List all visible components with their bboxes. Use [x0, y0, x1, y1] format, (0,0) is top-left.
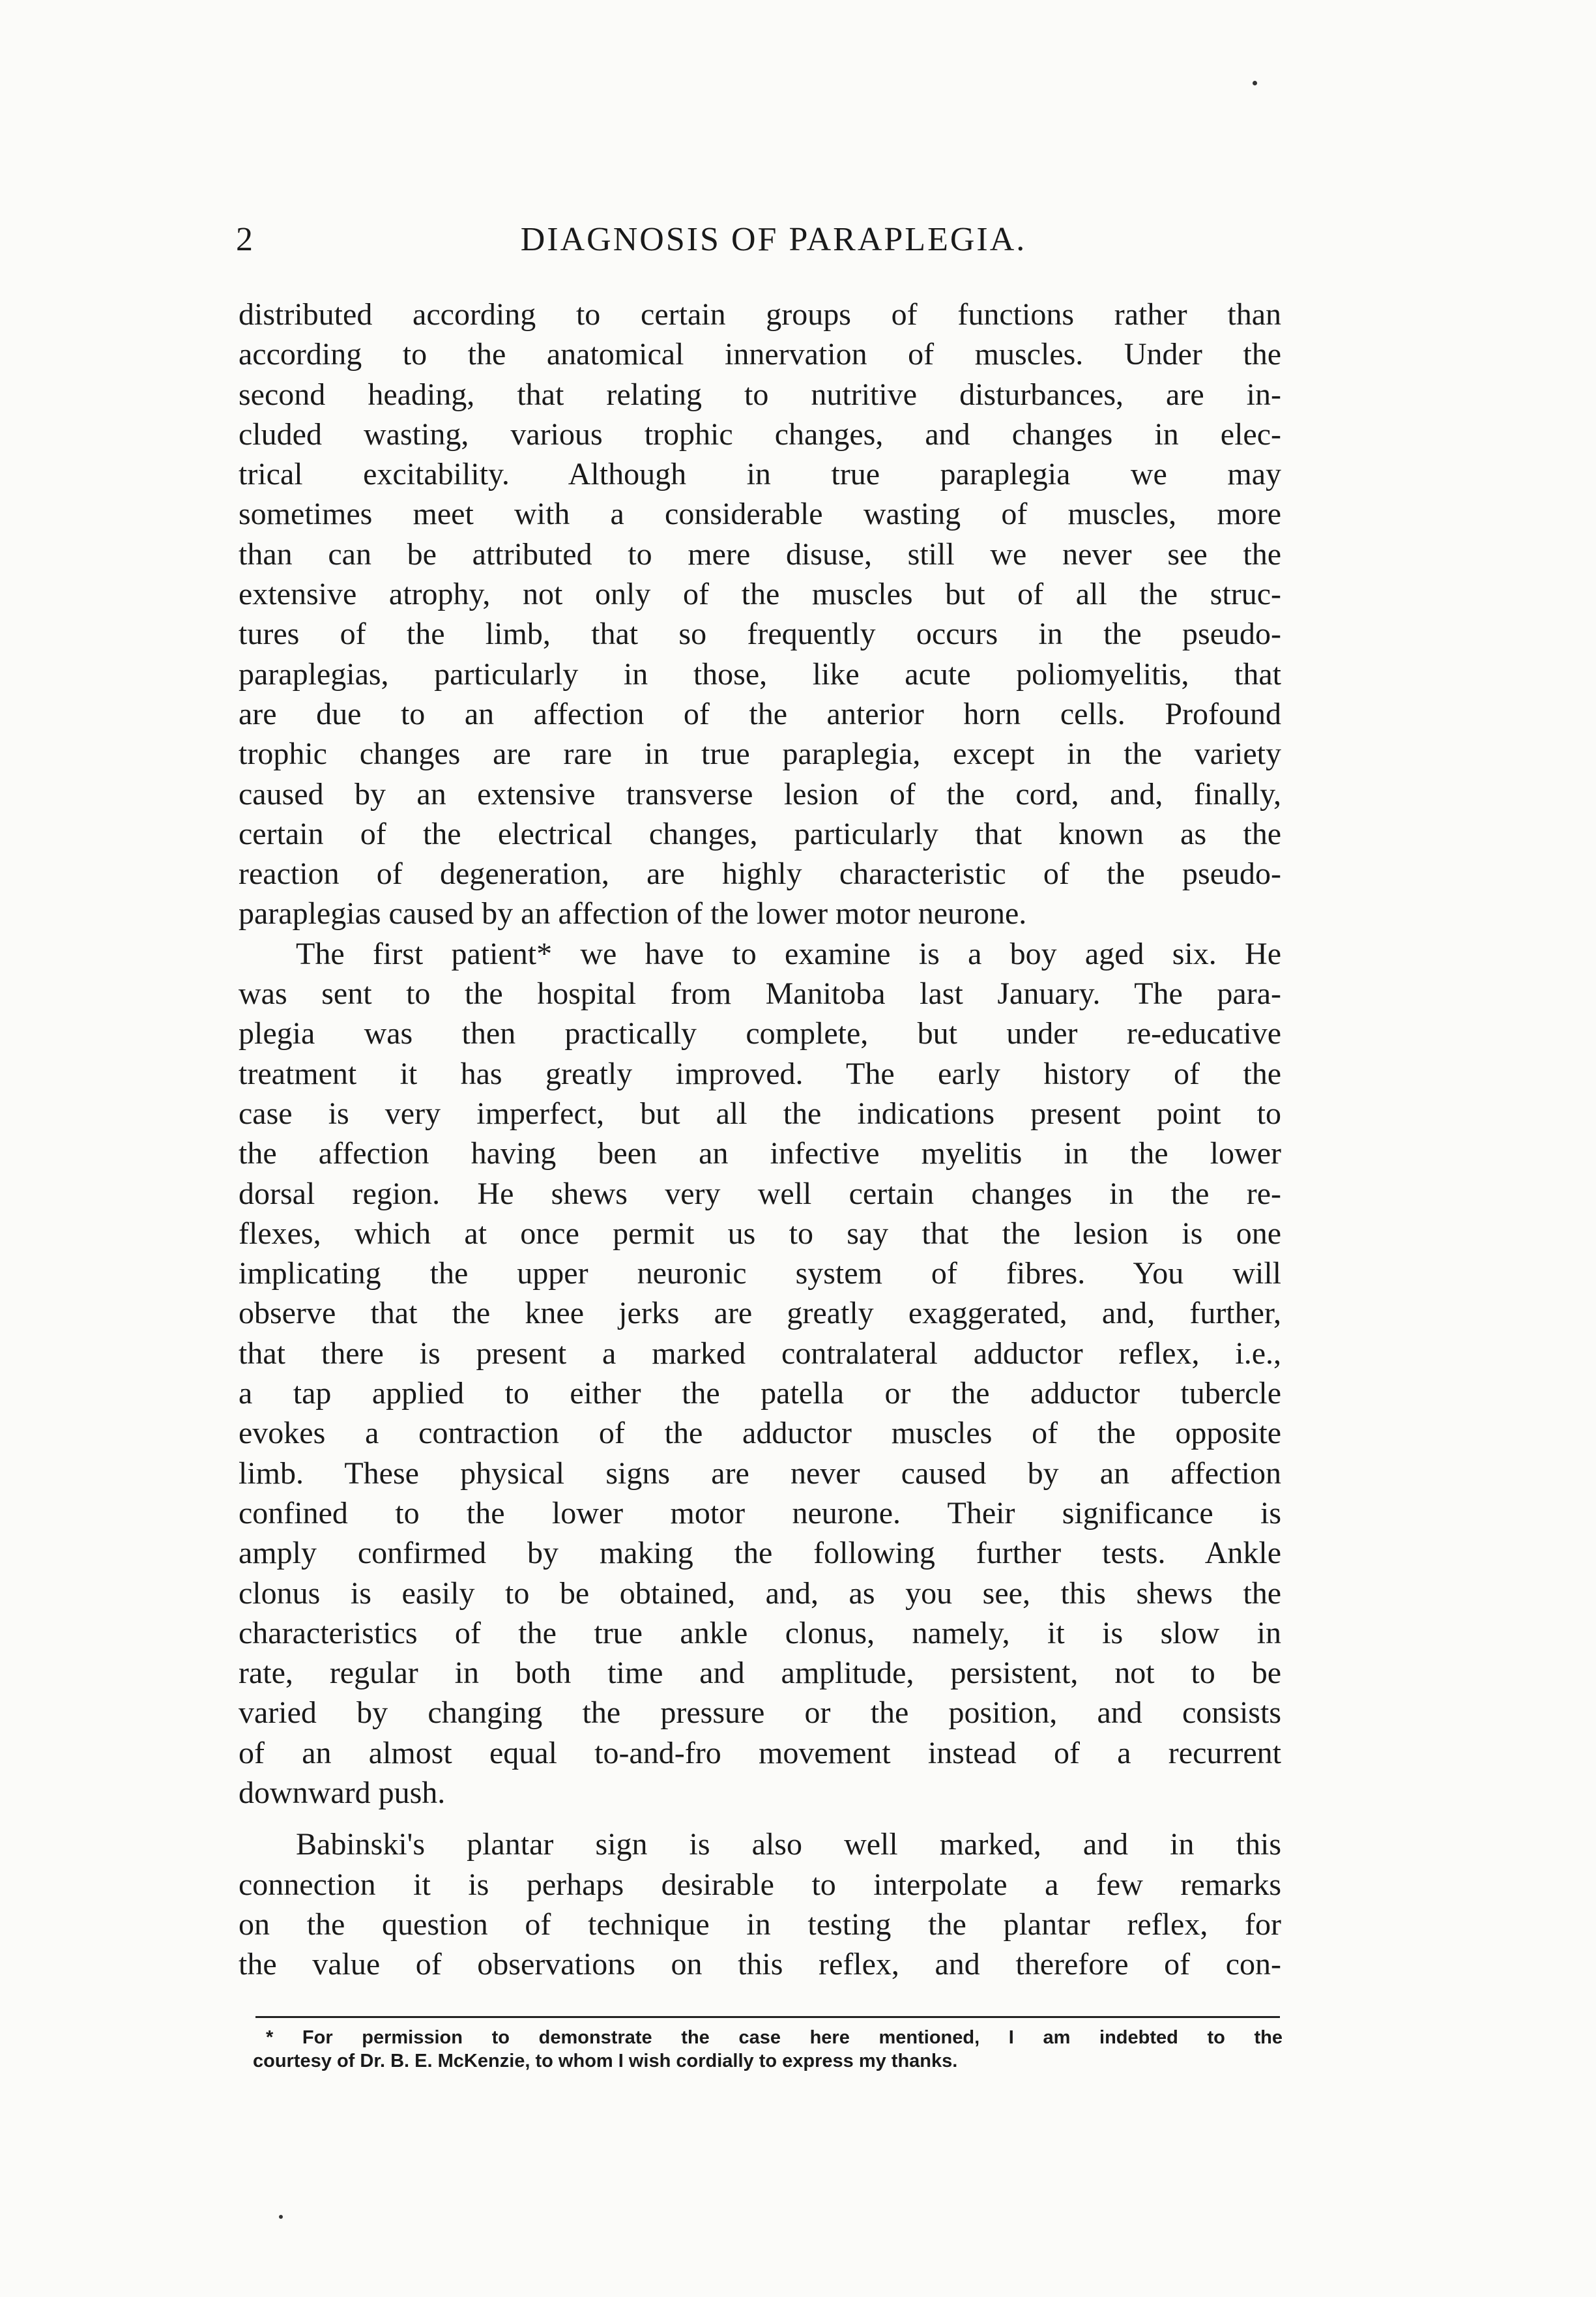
text-line: that there is present a marked contralateral adductor reflex, i.e.,	[239, 1336, 1281, 1371]
footnote-line: courtesy of Dr. B. E. McKenzie, to whom I wish cordially to express my thanks.	[253, 2051, 958, 2071]
text-line: amply confirmed by making the following further tests. Ankle	[239, 1536, 1281, 1571]
text-line: a tap applied to either the patella or the adductor tubercle	[239, 1376, 1281, 1411]
text-line: reaction of degeneration, are highly characteristic of the pseudo-	[239, 856, 1281, 892]
text-line: case is very imperfect, but all the indications present point to	[239, 1096, 1281, 1131]
text-line: characteristics of the true ankle clonus, namely, it is slow in	[239, 1615, 1281, 1650]
text-line: connection it is perhaps desirable to interpolate a few remarks	[239, 1867, 1281, 1902]
paragraph-start-line: The first patient* we have to examine is a boy aged six. He	[296, 936, 1281, 971]
page-speck	[279, 2215, 283, 2219]
text-line: extensive atrophy, not only of the muscles but of all the struc-	[239, 577, 1281, 612]
text-line: of an almost equal to-and-fro movement instead of a recurrent	[239, 1735, 1281, 1770]
body-text	[239, 295, 1281, 1984]
running-head	[236, 220, 1285, 266]
text-line: varied by changing the pressure or the position, and consists	[239, 1695, 1281, 1731]
text-line: caused by an extensive transverse lesion of the cord, and, finally,	[239, 776, 1281, 812]
text-line: the value of observations on this reflex, and therefore of con-	[239, 1947, 1281, 1982]
text-line: trical excitability. Although in true paraplegia we may	[239, 457, 1281, 492]
footnote-line: * For permission to demonstrate the case here mentioned, I am indebted to the	[266, 2027, 1283, 2048]
text-line: cluded wasting, various trophic changes, and changes in elec-	[239, 417, 1281, 452]
running-title: DIAGNOSIS OF PARAPLEGIA.	[520, 221, 1027, 258]
text-line: on the question of technique in testing the plantar reflex, for	[239, 1907, 1281, 1942]
text-line: are due to an affection of the anterior horn cells. Profound	[239, 696, 1281, 731]
text-line: certain of the electrical changes, particularly that known as the	[239, 816, 1281, 851]
text-line: was sent to the hospital from Manitoba last January. The para-	[239, 976, 1281, 1012]
text-line: dorsal region. He shews very well certain changes in the re-	[239, 1176, 1281, 1211]
page-speck	[1253, 81, 1257, 85]
text-line: confined to the lower motor neurone. Their significance is	[239, 1495, 1281, 1530]
text-line: clonus is easily to be obtained, and, as you see, this shews the	[239, 1575, 1281, 1611]
text-line: paraplegias, particularly in those, like acute poliomyelitis, that	[239, 656, 1281, 692]
text-line: flexes, which at once permit us to say that the lesion is one	[239, 1216, 1281, 1251]
text-line: second heading, that relating to nutritive disturbances, are in-	[239, 377, 1281, 412]
text-line: evokes a contraction of the adductor muscles of the opposite	[239, 1416, 1281, 1451]
text-line: sometimes meet with a considerable wasting of muscles, more	[239, 497, 1281, 532]
text-line: downward push.	[239, 1775, 446, 1810]
text-line: tures of the limb, that so frequently occurs in the pseudo-	[239, 617, 1281, 652]
text-line: limb. These physical signs are never caused by an affection	[239, 1456, 1281, 1491]
text-line: paraplegias caused by an affection of the lower motor neurone.	[239, 896, 1027, 931]
footnote-rule	[255, 2016, 1280, 2018]
text-line: distributed according to certain groups of functions rather than	[239, 297, 1281, 332]
text-line: plegia was then practically complete, but under re-educative	[239, 1016, 1281, 1051]
text-line: trophic changes are rare in true paraplegia, except in the variety	[239, 737, 1281, 772]
text-line: observe that the knee jerks are greatly exaggerated, and, further,	[239, 1296, 1281, 1331]
text-line: than can be attributed to mere disuse, still we never see the	[239, 536, 1281, 572]
text-line: rate, regular in both time and amplitude, persistent, not to be	[239, 1656, 1281, 1691]
text-line: implicating the upper neuronic system of fibres. You will	[239, 1256, 1281, 1291]
footnote	[253, 2026, 1283, 2073]
text-line: the affection having been an infective myelitis in the lower	[239, 1136, 1281, 1171]
text-line: treatment it has greatly improved. The early history of the	[239, 1056, 1281, 1091]
paragraph-start-line: Babinski's plantar sign is also well marked, and in this	[296, 1827, 1281, 1862]
page-number: 2	[236, 221, 254, 258]
text-line: according to the anatomical innervation of muscles. Under the	[239, 337, 1281, 372]
